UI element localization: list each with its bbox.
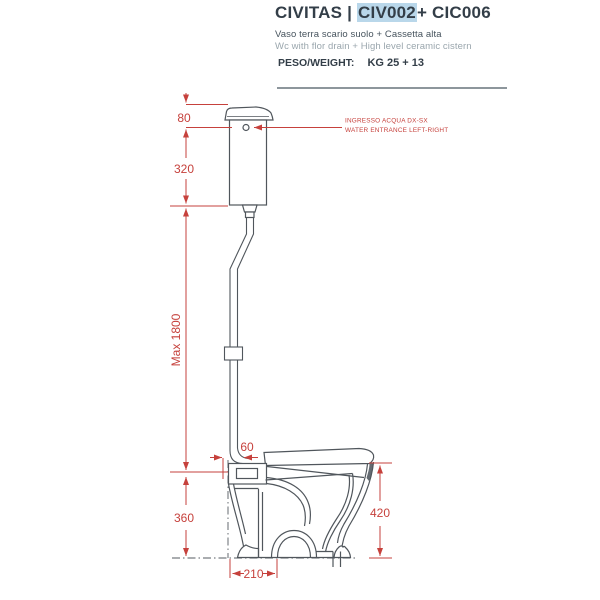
seat <box>264 449 374 466</box>
dimension-labels <box>169 111 448 581</box>
brand-name: CIVITAS <box>275 3 343 22</box>
product-code-highlighted: CIV002 <box>358 3 416 22</box>
dim320-label: 320 <box>173 162 195 176</box>
pipe-right-line <box>238 218 254 459</box>
inlet-note-line2: WATER ENTRANCE LEFT-RIGHT <box>345 127 449 134</box>
pipe-coupler <box>225 347 243 360</box>
product-code-suffix: + CIC006 <box>416 3 491 22</box>
front-foot <box>238 545 259 558</box>
trap-arch-inner <box>278 537 311 558</box>
flush-pipe <box>225 218 254 464</box>
cistern-body <box>230 120 267 205</box>
dim420-label: 420 <box>369 506 391 520</box>
dim-max1800-label: Max 1800 <box>169 313 183 367</box>
cistern-outlet-neck <box>246 212 255 218</box>
dim60-label: 60 <box>240 440 254 454</box>
subtitle-italian: Vaso terra scario suolo + Cassetta alta <box>275 29 442 40</box>
cistern-outlet-fitting <box>243 205 258 212</box>
dimension-lines <box>170 93 392 578</box>
weight-value: KG 25 + 13 <box>367 57 425 69</box>
subtitle-english: Wc with flor drain + High level ceramic cistern <box>275 41 472 52</box>
cistern-lid <box>225 107 273 120</box>
dim80-label: 80 <box>177 111 191 125</box>
spud-inlet <box>237 469 258 479</box>
title-divider: | <box>347 3 353 22</box>
toilet-bowl <box>229 449 375 568</box>
rear-foot <box>334 546 351 558</box>
cistern <box>225 107 273 218</box>
weight-label: PESO/WEIGHT: <box>278 57 355 69</box>
dim210-label: 210 <box>243 567 264 581</box>
water-inlet-hole <box>243 125 249 131</box>
inlet-note-line1: INGRESSO ACQUA DX-SX <box>345 117 428 125</box>
dim360-label: 360 <box>173 511 195 525</box>
